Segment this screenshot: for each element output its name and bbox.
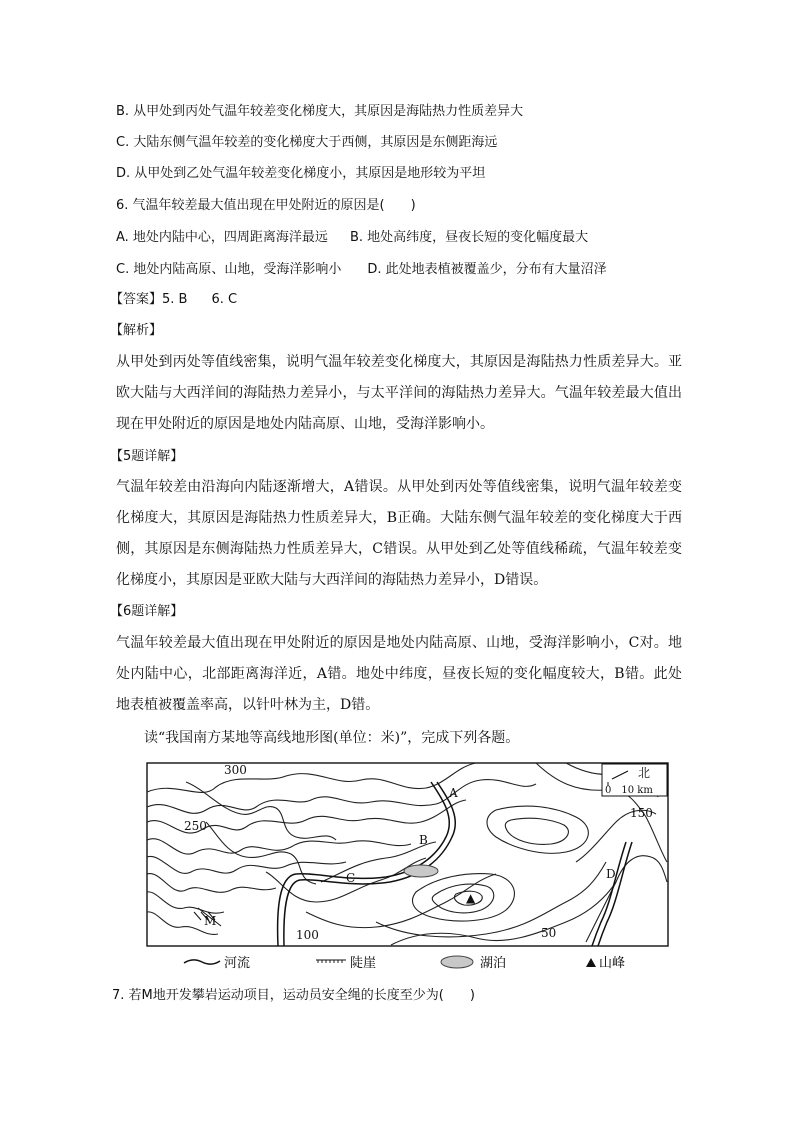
north-label: 北 xyxy=(638,766,651,780)
legend-lake: 湖泊 xyxy=(480,956,507,971)
option-b: B. 从甲处到丙处气温年较差变化梯度大，其原因是海陆热力性质差异大 xyxy=(116,104,524,119)
lake xyxy=(404,865,438,877)
analysis-text: 从甲处到丙处等值线密集，说明气温年较差变化梯度大，其原因是海陆热力性质差异大。亚欧大陆与大西洋间的海陆热力差异小，与太平洋间的海陆热力差异大。气温年较差最大值出现在甲处附近的原因是地处内陆高原、山地，受海洋影响小。 xyxy=(116,354,682,432)
point-m: M xyxy=(204,914,217,928)
q6-option-c: C. 地处内陆高原、山地，受海洋影响小 xyxy=(116,262,342,277)
q6-option-b: B. 地处高纬度，昼夜长短的变化幅度最大 xyxy=(349,230,589,245)
contour-label-100: 100 xyxy=(296,928,319,942)
question-7-stem: 7. 若M地开发攀岩运动项目，运动员安全绳的长度至少为( ) xyxy=(112,988,475,1003)
analysis-label: 【解析】 xyxy=(110,323,163,338)
contour-label-250: 250 xyxy=(184,819,207,833)
lake-legend-icon xyxy=(441,956,473,968)
answer-label: 【答案】 xyxy=(110,292,163,307)
answer-line xyxy=(110,290,237,310)
q6-option-d: D. 此处地表植被覆盖少，分布有大量沼泽 xyxy=(367,262,607,277)
detail-5-text: 气温年较差由沿海向内陆逐渐增大，A错误。从甲处到丙处等值线密集，说明气温年较差变化梯度大，其原因是海陆热力性质差异大，B正确。大陆东侧气温年较差的变化梯度大于西侧，其原因是东侧海陆热力性质差异大，C错误。从甲处到乙处等值线稀疏，气温年较差变化梯度小，其原因是亚欧大陆与大西洋间的海陆热力差异小，D错误。 xyxy=(116,479,682,588)
option-d: D. 从甲处到乙处气温年较差变化梯度小，其原因是地形较为平坦 xyxy=(116,166,486,181)
map-legend xyxy=(184,955,625,971)
question-6-options-row1 xyxy=(116,228,588,248)
legend-river: 河流 xyxy=(224,956,251,971)
question-6-stem: 6. 气温年较差最大值出现在甲处附近的原因是( ) xyxy=(116,198,416,213)
peak-symbol: ▲ xyxy=(466,891,476,905)
answer-6: 6. C xyxy=(211,292,238,307)
point-b: B xyxy=(419,833,428,847)
read-prompt: 读“我国南方某地等高线地形图(单位：米)”，完成下列各题。 xyxy=(144,730,520,746)
scale-label: 0 10 km xyxy=(605,785,653,796)
contour-label-150: 150 xyxy=(630,806,653,820)
peak-legend-icon xyxy=(586,958,596,967)
option-c: C. 大陆东侧气温年较差的变化梯度大于西侧，其原因是东侧距海远 xyxy=(116,135,498,150)
legend-peak: 山峰 xyxy=(599,956,626,971)
river-legend-icon xyxy=(184,960,220,964)
map-frame xyxy=(147,763,668,946)
question-6-options-row2 xyxy=(116,260,607,280)
q6-option-a: A. 地处内陆中心，四周距离海洋最远 xyxy=(116,230,328,245)
point-d: D xyxy=(606,867,616,881)
contour-label-300: 300 xyxy=(224,763,247,777)
contour-map xyxy=(146,762,670,974)
detail-5-label: 【5题详解】 xyxy=(110,449,184,464)
point-a: A xyxy=(449,786,458,800)
point-c: C xyxy=(346,871,356,885)
contour-label-50: 50 xyxy=(541,926,557,940)
detail-6-text: 气温年较差最大值出现在甲处附近的原因是地处内陆高原、山地，受海洋影响小，C对。地处内陆中心，北部距离海洋近，A错。地处中纬度，昼夜长短的变化幅度较大，B错。此处地表植被覆盖率高，以针叶林为主，D错。 xyxy=(116,635,682,713)
detail-6-label: 【6题详解】 xyxy=(110,604,184,619)
legend-cliff: 陡崖 xyxy=(350,956,377,971)
answer-5: 5. B xyxy=(162,292,188,307)
